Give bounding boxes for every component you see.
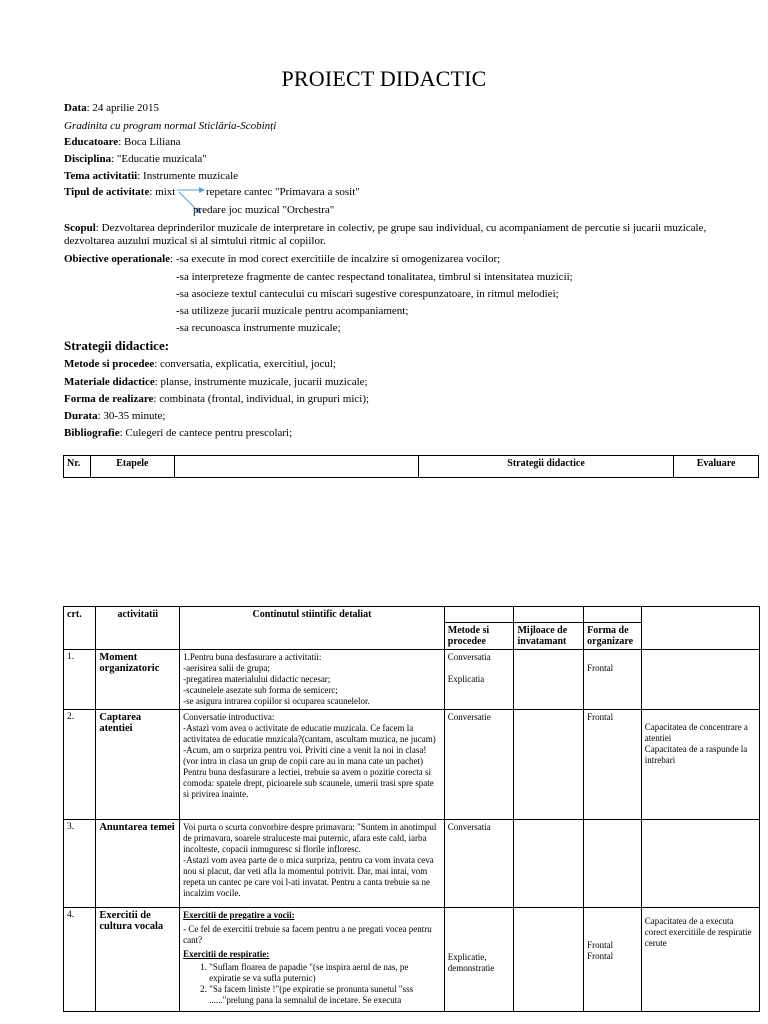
field-materiale: Materiale didactice: planse, instrumente muzicale, jucarii muzicale; — [64, 376, 368, 388]
table-row — [64, 709, 760, 819]
row-forma: Frontal — [584, 709, 642, 819]
field-forma: Forma de realizare: combinata (frontal, individual, in grupuri mici); — [64, 393, 370, 405]
obiectiv-item: -sa utilizeze jucarii muzicale pentru acompaniament; — [176, 305, 409, 317]
col-forma: Forma de organizare — [584, 622, 642, 649]
field-bibliografie: Bibliografie: Culegeri de cantece pentru prescolari; — [64, 427, 293, 439]
row-content: Exercitii de pregatire a vocii: - Ce fel de exercitii trebuie sa facem pentru a ne pregati vocea pentru cant? Exercitii de respiratie: 1. "Suflam floarea de papadie "(se inspira aerul de nas, pe expiratie se va sufla puternic) 2. "Sa facem liniste !"(pe expiratie se pronunta sunetul "sss ......"prelung pana la semnalul de incetare. Se executa — [180, 907, 445, 1011]
col-blank-b — [514, 607, 584, 623]
row-content: Conversatie introductiva: -Astazi vom avea o activitate de educatie muzicala. Ce facem la activitatea de educatie muzicala?(cantam, ascultam muzica, ne jucam) -Acum, am o surpriza pentru voi. Priviti cine a venit la noi in clasa! (vor intra in clasa un grup de copii care au in mana cate un pachet) Pentru buna desfasurare a lectiei, trebuie sa avem o pozitie corecta si comoda: spatele drept, picioarele sub scaunele, umerii trasi spre spate si privirea inainte. — [180, 709, 445, 819]
col-metode: Metode si procedee — [444, 622, 514, 649]
col-strategii: Strategii didactice — [418, 456, 673, 478]
col-continut-sub — [180, 622, 445, 649]
row-metode: Explicatie, demonstratie — [444, 907, 514, 1011]
row-metode: Conversatie — [444, 709, 514, 819]
field-metode: Metode si procedee: conversatia, explicatia, exercitiul, jocul; — [64, 358, 336, 370]
col-blank-c — [584, 607, 642, 623]
row-evaluare — [641, 649, 759, 709]
tipul-line-1: repetare cantec "Primavara a sosit" — [206, 186, 360, 198]
field-tipul: Tipul de activitate: mixt — [64, 186, 176, 198]
row-content: Voi purta o scurta convorbire despre primavara: "Suntem in anotimpul de primavara, soarele straluceste mai puternic, afara este cald, iarba incolteste, copacii inmuguresc si florile infloresc. -Astazi vom avea parte de o mica surpriza, pentru ca vom invata ceva nou si placut, dar veti afla la momentul potrivit. Dar, mai intai, vom repeta un cantec pe care voi l-ati invatat. Pentru a canta trebuie sa ne incalzim vocile. — [180, 819, 445, 907]
row-stage: Anuntarea temei — [96, 819, 180, 907]
row-mijloace — [514, 819, 584, 907]
row-mijloace — [514, 907, 584, 1011]
tipul-line-2: predare joc muzical "Orchestra" — [193, 204, 335, 216]
col-blank — [175, 456, 419, 478]
field-gradinita: Gradinita cu program normal Sticlăria-Scobinți — [64, 120, 277, 132]
row-forma: Frontal — [584, 649, 642, 709]
col-blank-a — [444, 607, 514, 623]
obiectiv-item: -sa interpreteze fragmente de cantec respectand tonalitatea, timbrul si intensitatea muzicii; — [176, 271, 573, 283]
strategii-heading: Strategii didactice: — [64, 338, 170, 353]
col-activitatii: activitatii — [96, 607, 180, 650]
col-continut: Continutul stiintific detaliat — [180, 607, 445, 623]
table-main — [63, 606, 760, 1012]
field-educatoare: Educatoare: Boca Liliana — [64, 136, 181, 148]
row-stage: Captarea atentiei — [96, 709, 180, 819]
col-nr: Nr. — [64, 456, 91, 478]
col-crt: crt. — [64, 607, 96, 650]
row-nr: 2. — [64, 709, 96, 819]
field-obiective: Obiective operationale: -sa execute in mod corect exercitiile de incalzire si omogenizarea vocilor; — [64, 253, 501, 265]
row-mijloace — [514, 709, 584, 819]
table-row — [64, 649, 760, 709]
obiectiv-item: -sa recunoasca instrumente muzicale; — [176, 322, 341, 334]
row-nr: 4. — [64, 907, 96, 1011]
page-title: PROIECT DIDACTIC — [281, 66, 487, 91]
row-stage: Exercitii de cultura vocala — [96, 907, 180, 1011]
row-metode: Conversatia — [444, 819, 514, 907]
row-forma: Frontal Frontal — [584, 907, 642, 1011]
field-durata: Durata: 30-35 minute; — [64, 410, 166, 422]
table-row — [64, 907, 760, 1011]
table-header-top — [63, 455, 759, 478]
row-evaluare: Capacitatea de a executa corect exercitiile de respiratie cerute — [641, 907, 759, 1011]
row-nr: 1. — [64, 649, 96, 709]
row-metode: Conversatia Explicatia — [444, 649, 514, 709]
field-disciplina: Disciplina: "Educatie muzicala" — [64, 153, 207, 165]
row-evaluare: Capacitatea de concentrare a atentiei Capacitatea de a raspunde la intrebari — [641, 709, 759, 819]
field-tema: Tema activitatii: Instrumente muzicale — [64, 170, 239, 182]
row-nr: 3. — [64, 819, 96, 907]
col-etapele: Etapele — [90, 456, 174, 478]
table-header-row — [64, 607, 760, 623]
table-row — [64, 819, 760, 907]
row-stage: Moment organizatoric — [96, 649, 180, 709]
col-blank-d — [641, 607, 759, 650]
field-data: Data: 24 aprilie 2015 — [64, 102, 160, 114]
col-mijloace: Mijloace de invatamant — [514, 622, 584, 649]
col-evaluare: Evaluare — [674, 456, 759, 478]
row-mijloace — [514, 649, 584, 709]
row-content: 1.Pentru buna desfasurare a activitatii: -aerisirea salii de grupa; -pregatirea materialului didactic necesar; -scaunelele asezate sub forma de semicerc; -se asigura intrarea copiilor si ocuparea scaunelelor. — [180, 649, 445, 709]
row-evaluare — [641, 819, 759, 907]
obiectiv-item: -sa asocieze textul cantecului cu miscari sugestive corespunzatoare, in ritmul melodiei; — [176, 288, 559, 300]
field-scopul: Scopul: Dezvoltarea deprinderilor muzicale de interpretare in colectiv, pe grupe sau individual, cu acompaniament de percutie si jucarii muzicale, dezvoltarea auzului muzical si al simtului ritmic al copiilor. — [64, 222, 707, 247]
row-forma — [584, 819, 642, 907]
